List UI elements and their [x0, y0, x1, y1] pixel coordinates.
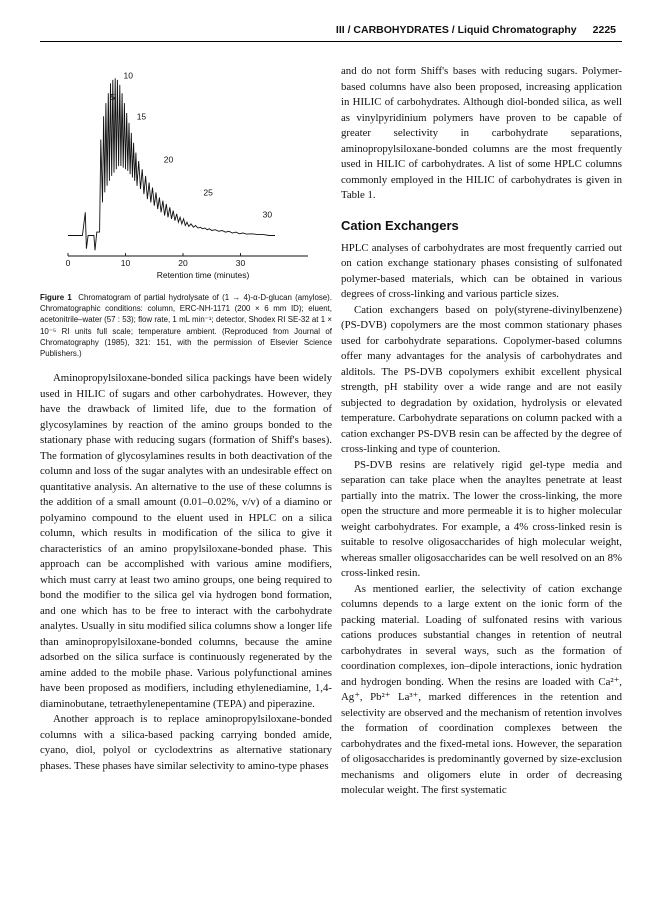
body-paragraph: Cation exchangers based on poly(styrene-divinylbenzene) (PS-DVB) copolymers are the most common stationary phases used for carbohydrate separations. Copolymer-based columns offer many advantages for the analysis of carbohydrates and alditols. The PS-DVB copolymers exhibit excellent physical strength, pH stability over a wide range and are not easily subjected to degradation by oxidation, hydrolysis or elevated temperature. Carbohydrate separations on column packed with a cation exchanger PS-DVB resin can be affected by the degree of cross-linking and type of counterion. — [341, 303, 622, 455]
figure-caption — [40, 292, 332, 359]
figure-caption-text: Chromatogram of partial hydrolysate of (1 → 4)-α-D-glucan (amylose). Chromatographic conditions: column, ERC-NH-1171 (200 × 6 mm ID); eluent, acetonitrile–water (57 : 53); flow rate, 1 mL min⁻¹; detector, Shodex RI SE-32 at 1 × 10⁻⁵ RI units full scale; temperature ambient. (Reproduced from Journal of Chromatography (1985), 321: 151, with the permission of Elsevier Science Publishers.) — [40, 293, 332, 359]
left-column — [40, 371, 332, 774]
body-paragraph: HPLC analyses of carbohydrates are most frequently carried out on cation exchange stationary phases consisting of sulfonated polymer-based materials, which can be obtained in various degrees of cross-linking and various particle sizes. — [341, 241, 622, 300]
peak-label: 10 — [123, 70, 133, 81]
running-header — [318, 22, 616, 38]
x-axis-label: Retention time (minutes) — [156, 270, 250, 280]
peak-label: 20 — [163, 154, 174, 165]
right-column — [341, 64, 622, 799]
peak-label: 25 — [203, 187, 213, 198]
body-paragraph: and do not form Shiff's bases with reducing sugars. Polymer-based columns have also been proposed, increasing application in HILIC of carbohydrates. Although diol-bonded silica, as well as vinylpyridinium polymers have proven to be capable of greater selectivity in carbohydrate separations, aminopropylsiloxane-bonded columns are the most frequently used in HILIC of carbohydrates. A list of some HPLC columns commonly employed in the HILIC of carbohydrates is given in Table 1. — [341, 65, 622, 201]
x-tick-label: 20 — [178, 258, 188, 268]
body-paragraph: PS-DVB resins are relatively rigid gel-type media and separation can take place when the anayltes penetrate at least partially into the matrix. The lower the cross-linking, the more open the structure and more permeable it is to higher molecular weight carbohydrates. For example, a 4% cross-linked resin is suitable to resolve oligosaccharides of high molecular weight, whereas smaller oligosaccharides can be well resolved on an 8% cross-linked resin. — [341, 458, 622, 579]
body-paragraph: Another approach is to replace aminopropylsiloxane-bonded columns with a silica-based packing carrying bonded amide, cyano, diol, polyol or cyclodextrins as alternative stationary phases. These phases have similar selectivity to amino-type phases — [40, 713, 332, 772]
body-paragraph: As mentioned earlier, the selectivity of cation exchange columns depends to a large extent on the ionic form of the packing material. Loading of sulfonated resins with various cations produces substantial changes in retention of neutral carbohydrates in several ways, such as the formation of coordination complexes, ion–dipole interactions, ionic hydration and hydrogen bonding. When the resins are loaded with Ca²⁺, Ag⁺, Pb²⁺ La³⁺, marked differences in the retention and selectivity are observed and the mechanism of retention involves the formation of coordination complexes between the carbohydrates and the fixed-metal ions. However, the separation of oligosaccharides is predominantly governed by size-exclusion mechanisms and oligomers elute in order of decreasing molecular weight. The first systematic — [341, 582, 622, 796]
x-tick-label: 10 — [120, 258, 131, 268]
body-paragraph: Aminopropylsiloxane-bonded silica packings have been widely used in HILIC of sugars and other carbohydrates. However, they have the drawback of limited life, due to the formation of glycosylamines by reaction of the amino groups bonded to the stationary phase with reducing sugars (formation of Shiff's bases). The formation of glycosylamines results in both deactivation of the column and loss of the sugar analytes with an undesirable effect on quantitative analysis. An alternative to the use of these columns is the addition of a small amount (0.01–0.02%, v/v) of a diamino or polyamino compound to the eluent used in HPLC on a silica column, which results in modification of the silica to give it characteristics of an amino propylsiloxane-bonded phase. This approach can be accomplished with various amine modifiers, which must carry at least two amino groups, one being required to bond the modifier to the silica gel via hydrogen bond formation, and one which has to be free to interact with the carbohydrate analytes. Usually in situ modified silica columns show a longer life than aminopropylsiloxane-bonded columns, because the amine adsorbed on the silica surface is continuously regenerated by the amine added to the mobile phase. Various polyfunctional amines have been proposed as modifiers, including ethylenediamine, 1,4-diaminobutane, tetraethylenepentamine (TEPA) and piperazine. — [40, 372, 332, 710]
chromatogram-chart — [40, 62, 332, 292]
running-title: III / CARBOHYDRATES / Liquid Chromatography — [335, 24, 577, 36]
header-rule — [40, 41, 622, 42]
x-tick-label: 30 — [235, 258, 246, 268]
x-tick-label: 0 — [65, 258, 71, 268]
page-number: 2225 — [592, 24, 616, 36]
peak-label: 5 — [110, 91, 115, 102]
figure-label: Figure 1 — [40, 293, 72, 302]
peak-label: 15 — [136, 111, 147, 122]
peak-label: 30 — [262, 209, 273, 220]
section-heading: Cation Exchangers — [341, 217, 459, 233]
